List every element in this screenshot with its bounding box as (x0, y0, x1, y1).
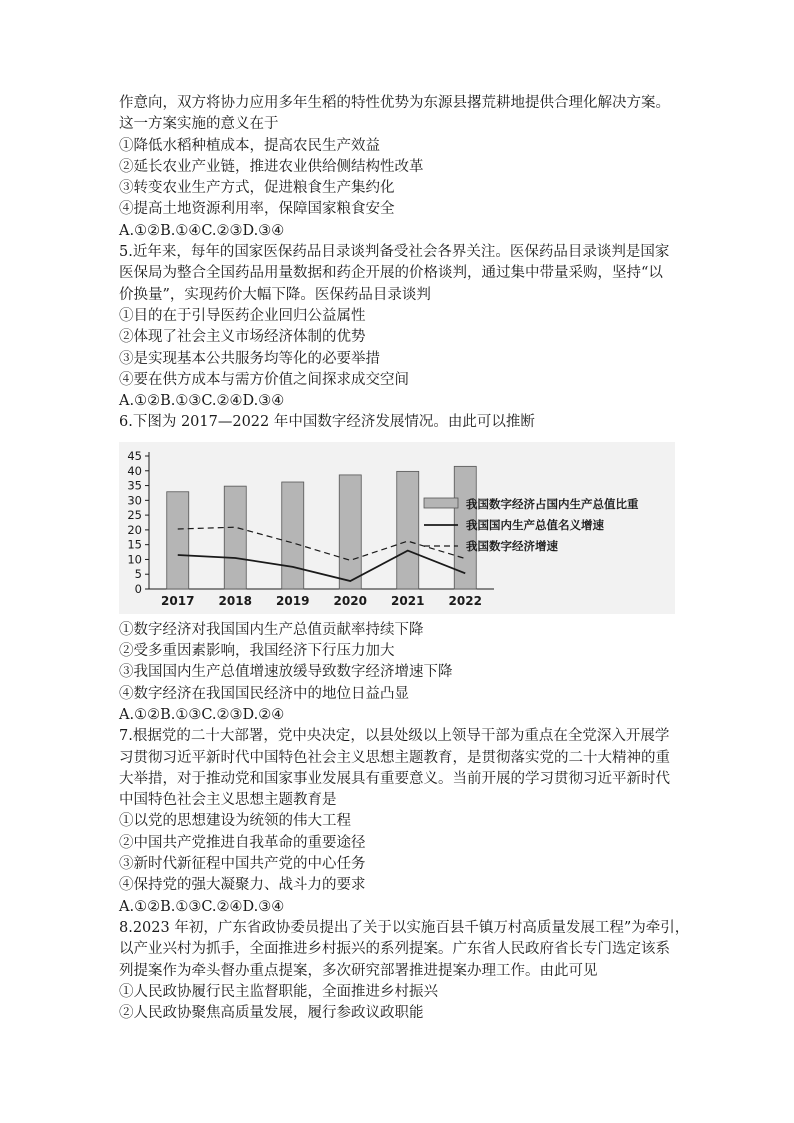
line-gdp-growth (178, 550, 466, 580)
q6-choices: A.①②B.①③C.②③D.②④ (119, 706, 285, 723)
stem-line: 价换量”，实现药价大幅下降。医保药品目录谈判 (119, 286, 431, 303)
option-item: ③新时代新征程中国共产党的中心任务 (119, 856, 366, 873)
stem-line: 医保局为整合全国药品用量数据和药企开展的价格谈判，通过集中带量采购，坚持“以 (119, 265, 663, 282)
bar-digital-share (397, 471, 419, 589)
option-item: ④要在供方成本与需方价值之间探求成交空间 (119, 371, 409, 388)
stem-line: 8.2023 年初，广东省政协委员提出了关于以实施百县千镇万村高质量发展工程”为牵引， (119, 919, 690, 936)
option-item: ②受多重因素影响，我国经济下行压力加大 (119, 643, 395, 660)
exam-page (119, 93, 690, 1024)
option-item: ①降低水稻种植成本，提高农民生产效益 (119, 137, 380, 154)
option-item: ④提高土地资源利用率，保障国家粮食安全 (119, 201, 395, 218)
q5-stem (119, 242, 679, 306)
q4-stem (119, 93, 679, 136)
legend-label: 我国数字经济占国内生产总值比重 (466, 496, 639, 511)
option-item: ④保持党的强大凝聚力、战斗力的要求 (119, 877, 366, 894)
q5-options (119, 306, 679, 391)
legend-label: 我国国内生产总值名义增速 (466, 517, 604, 532)
q5-choices: A.①②B.①③C.②④D.③④ (119, 393, 285, 410)
stem-line: 7.根据党的二十大部署，党中央决定，以县处级以上领导干部为重点在全党深入开展学 (119, 728, 670, 745)
q4-choices: A.①②B.①④C.②③D.③④ (119, 222, 285, 239)
bar-digital-share (224, 486, 246, 589)
option-item: ④数字经济在我国国民经济中的地位日益凸显 (119, 685, 409, 702)
stem-line: 这一方案实施的意义在于 (119, 116, 279, 133)
digital-economy-chart (119, 442, 675, 614)
option-item: ③转变农业生产方式，促进粮食生产集约化 (119, 180, 395, 197)
stem-line: 大举措，对于推动党和国家事业发展具有重要意义。当前开展的学习贯彻习近平新时代 (119, 770, 670, 787)
y-tick-label: 0 (134, 581, 142, 596)
x-tick-label: 2020 (333, 593, 367, 608)
bar-digital-share (339, 475, 361, 589)
option-item: ③是实现基本公共服务均等化的必要举措 (119, 350, 380, 367)
y-tick-label: 5 (134, 566, 142, 581)
stem-line: 5.近年来，每年的国家医保药品目录谈判备受社会各界关注。医保药品目录谈判是国家 (119, 244, 670, 261)
stem-line: 习贯彻习近平新时代中国特色社会主义思想主题教育，是贯彻落实党的二十大精神的重 (119, 749, 670, 766)
q8-stem (119, 918, 690, 982)
q4-options (119, 136, 679, 221)
option-item: ②人民政协聚焦高质量发展，履行参政议政职能 (119, 1005, 424, 1022)
y-tick-label: 45 (127, 448, 142, 463)
y-tick-label: 25 (127, 507, 142, 522)
option-item: ①目的在于引导医药企业回归公益属性 (119, 307, 366, 324)
y-tick-label: 40 (127, 463, 142, 478)
y-tick-label: 20 (127, 522, 142, 537)
legend-swatch-bar (424, 498, 458, 508)
x-tick-label: 2017 (161, 593, 195, 608)
bar-digital-share (167, 492, 189, 589)
option-item: ③我国国内生产总值增速放缓导致数字经济增速下降 (119, 664, 453, 681)
option-item: ①以党的思想建设为统领的伟大工程 (119, 813, 351, 830)
q8-options (119, 982, 679, 1025)
chart-svg (119, 442, 675, 614)
stem-line: 以产业兴村为抓手，全面推进乡村振兴的系列提案。广东省人民政府省长专门选定该系 (119, 941, 670, 958)
option-item: ①数字经济对我国国内生产总值贡献率持续下降 (119, 621, 424, 638)
y-tick-label: 10 (127, 552, 142, 567)
y-tick-label: 30 (127, 493, 142, 508)
option-item: ②延长农业产业链，推进农业供给侧结构性改革 (119, 158, 424, 175)
x-tick-label: 2021 (391, 593, 425, 608)
q7-options (119, 811, 679, 896)
option-item: ②体现了社会主义市场经济体制的优势 (119, 329, 366, 346)
legend-label: 我国数字经济增速 (466, 538, 558, 553)
y-tick-label: 15 (127, 537, 142, 552)
option-item: ②中国共产党推进自我革命的重要途径 (119, 834, 366, 851)
option-item: ①人民政协履行民主监督职能，全面推进乡村振兴 (119, 983, 438, 1000)
q7-stem (119, 726, 679, 811)
x-tick-label: 2022 (448, 593, 482, 608)
bar-digital-share (282, 482, 304, 589)
y-tick-label: 35 (127, 478, 142, 493)
q6-options (119, 620, 679, 705)
q6-stem: 6.下图为 2017—2022 年中国数字经济发展情况。由此可以推断 (119, 414, 535, 431)
q7-choices: A.①②B.①③C.②④D.③④ (119, 898, 285, 915)
x-tick-label: 2018 (218, 593, 252, 608)
stem-line: 列提案作为牵头督办重点提案，多次研究部署推进提案办理工作。由此可见 (119, 962, 598, 979)
x-tick-label: 2019 (276, 593, 310, 608)
stem-line: 中国特色社会主义思想主题教育是 (119, 792, 337, 809)
stem-line: 作意向，双方将协力应用多年生稻的特性优势为东源县撂荒耕地提供合理化解决方案。 (119, 95, 670, 111)
